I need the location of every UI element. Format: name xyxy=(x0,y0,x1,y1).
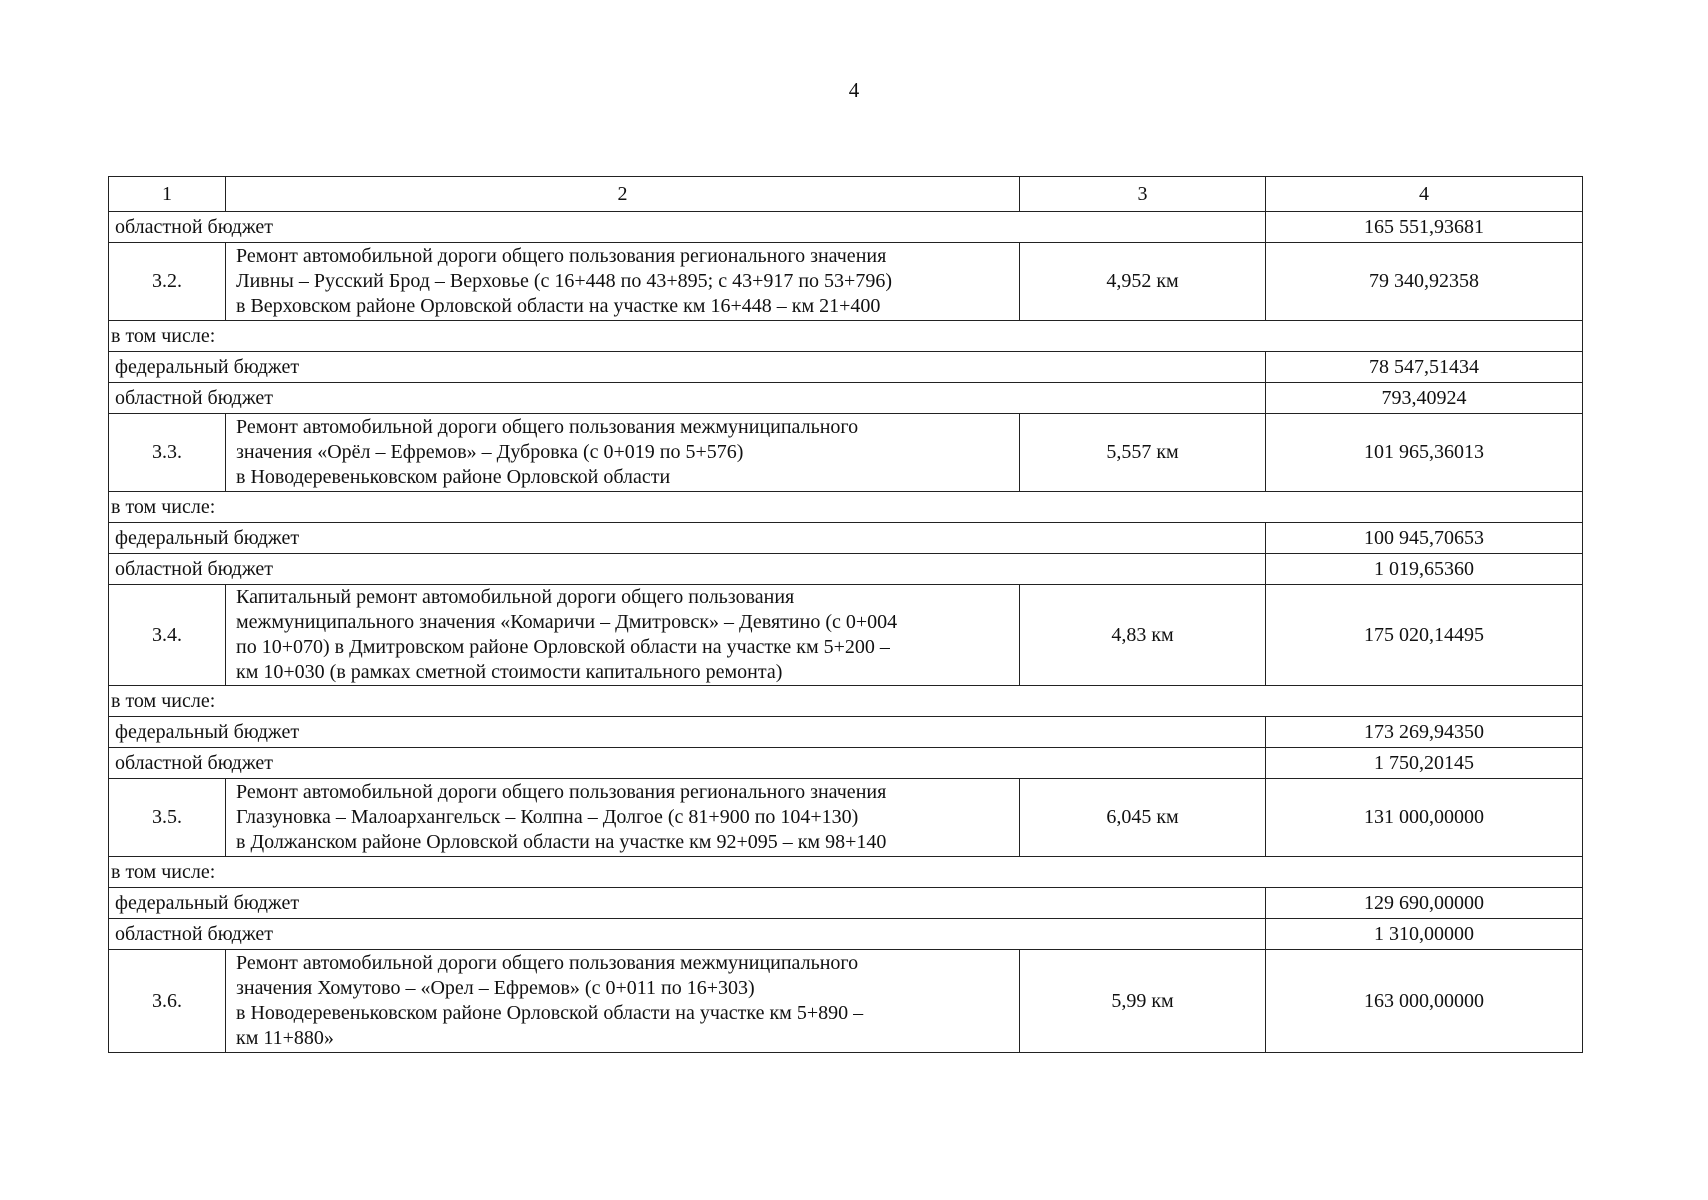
including-row xyxy=(109,857,1583,888)
item-name-line: Ремонт автомобильной дороги общего пользования межмуниципального xyxy=(236,416,859,438)
item-name-line: в Верховском районе Орловской области на участке км 16+448 – км 21+400 xyxy=(236,295,881,317)
item-number: 3.4. xyxy=(109,585,226,686)
federal-budget-amount: 129 690,00000 xyxy=(1266,888,1583,919)
item-name-line: км 11+880» xyxy=(236,1027,334,1049)
regional-budget-amount: 165 551,93681 xyxy=(1266,212,1583,243)
regional-budget-amount: 793,40924 xyxy=(1266,383,1583,414)
item-name-line: в Новодеревеньковском районе Орловской области на участке км 5+890 – xyxy=(236,1002,864,1024)
item-name xyxy=(226,414,1020,492)
item-name xyxy=(226,585,1020,686)
item-length: 4,83 км xyxy=(1020,585,1266,686)
regional-budget-label: областной бюджет xyxy=(109,383,1266,414)
regional-budget-row xyxy=(109,554,1583,585)
regional-budget-row xyxy=(109,748,1583,779)
federal-budget-row xyxy=(109,888,1583,919)
item-cost: 175 020,14495 xyxy=(1266,585,1583,686)
budget-table xyxy=(108,176,1583,1053)
including-row xyxy=(109,321,1583,352)
item-row-3-2 xyxy=(109,243,1583,321)
including-label: в том числе: xyxy=(109,857,1583,888)
item-cost: 101 965,36013 xyxy=(1266,414,1583,492)
federal-budget-amount: 173 269,94350 xyxy=(1266,717,1583,748)
including-label: в том числе: xyxy=(109,686,1583,717)
federal-budget-amount: 100 945,70653 xyxy=(1266,523,1583,554)
item-name-line: км 10+030 (в рамках сметной стоимости капитального ремонта) xyxy=(236,661,783,683)
item-cost: 79 340,92358 xyxy=(1266,243,1583,321)
item-length: 5,557 км xyxy=(1020,414,1266,492)
item-name-line: Ремонт автомобильной дороги общего пользования межмуниципального xyxy=(236,952,859,974)
item-name-line: Ремонт автомобильной дороги общего пользования регионального значения xyxy=(236,245,887,267)
including-label: в том числе: xyxy=(109,321,1583,352)
federal-budget-row xyxy=(109,717,1583,748)
federal-budget-label: федеральный бюджет xyxy=(109,352,1266,383)
regional-budget-amount: 1 310,00000 xyxy=(1266,919,1583,950)
column-header-row xyxy=(109,177,1583,212)
item-name-line: Ливны – Русский Брод – Верховье (с 16+448 по 43+895; с 43+917 по 53+796) xyxy=(236,270,892,292)
item-number: 3.2. xyxy=(109,243,226,321)
item-name-line: Глазуновка – Малоархангельск – Колпна – Долгое (с 81+900 по 104+130) xyxy=(236,806,859,828)
item-name-line: в Новодеревеньковском районе Орловской области xyxy=(236,466,671,488)
regional-budget-label: областной бюджет xyxy=(109,748,1266,779)
regional-budget-row xyxy=(109,919,1583,950)
regional-budget-label: областной бюджет xyxy=(109,554,1266,585)
federal-budget-amount: 78 547,51434 xyxy=(1266,352,1583,383)
item-name-line: значения «Орёл – Ефремов» – Дубровка (с 0+019 по 5+576) xyxy=(236,441,744,463)
item-number: 3.5. xyxy=(109,779,226,857)
column-header-3: 3 xyxy=(1020,177,1266,212)
item-row-3-4 xyxy=(109,585,1583,686)
federal-budget-label: федеральный бюджет xyxy=(109,717,1266,748)
regional-budget-label: областной бюджет xyxy=(109,919,1266,950)
item-row-3-3 xyxy=(109,414,1583,492)
including-row xyxy=(109,492,1583,523)
column-header-4: 4 xyxy=(1266,177,1583,212)
item-name-line: межмуниципального значения «Комаричи – Дмитровск» – Девятино (с 0+004 xyxy=(236,611,898,633)
federal-budget-label: федеральный бюджет xyxy=(109,523,1266,554)
page-number: 4 xyxy=(848,78,860,102)
item-length: 5,99 км xyxy=(1020,950,1266,1053)
item-row-3-5 xyxy=(109,779,1583,857)
federal-budget-row xyxy=(109,523,1583,554)
item-name-line: Капитальный ремонт автомобильной дороги общего пользования xyxy=(236,586,795,608)
regional-budget-row xyxy=(109,383,1583,414)
regional-budget-label: областной бюджет xyxy=(109,212,1266,243)
item-name xyxy=(226,779,1020,857)
item-name xyxy=(226,243,1020,321)
regional-budget-row xyxy=(109,212,1583,243)
column-header-2: 2 xyxy=(226,177,1020,212)
item-row-3-6 xyxy=(109,950,1583,1053)
item-name-line: значения Хомутово – «Орел – Ефремов» (с 0+011 по 16+303) xyxy=(236,977,755,999)
item-name-line: в Должанском районе Орловской области на участке км 92+095 – км 98+140 xyxy=(236,831,887,853)
item-cost: 131 000,00000 xyxy=(1266,779,1583,857)
item-number: 3.6. xyxy=(109,950,226,1053)
regional-budget-amount: 1 019,65360 xyxy=(1266,554,1583,585)
item-cost: 163 000,00000 xyxy=(1266,950,1583,1053)
item-number: 3.3. xyxy=(109,414,226,492)
item-length: 4,952 км xyxy=(1020,243,1266,321)
column-header-1: 1 xyxy=(109,177,226,212)
federal-budget-label: федеральный бюджет xyxy=(109,888,1266,919)
regional-budget-amount: 1 750,20145 xyxy=(1266,748,1583,779)
including-row xyxy=(109,686,1583,717)
item-name-line: Ремонт автомобильной дороги общего пользования регионального значения xyxy=(236,781,887,803)
item-name-line: по 10+070) в Дмитровском районе Орловской области на участке км 5+200 – xyxy=(236,636,890,658)
federal-budget-row xyxy=(109,352,1583,383)
item-name xyxy=(226,950,1020,1053)
item-length: 6,045 км xyxy=(1020,779,1266,857)
including-label: в том числе: xyxy=(109,492,1583,523)
